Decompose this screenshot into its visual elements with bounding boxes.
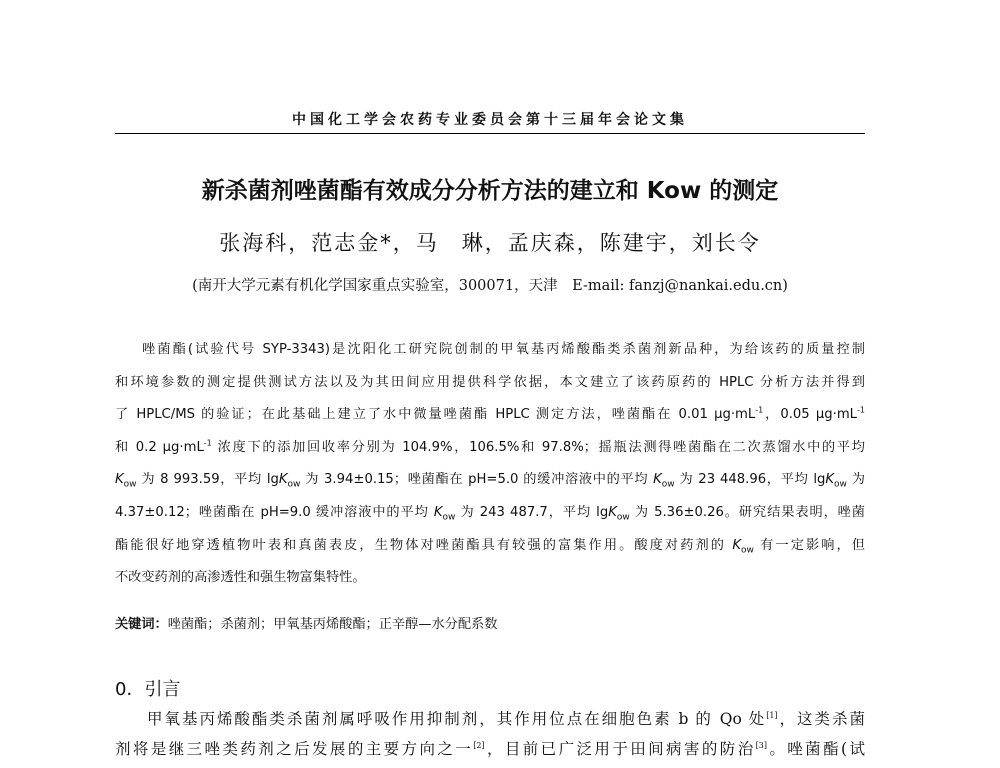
keywords-text: 唑菌酯；杀菌剂；甲氧基丙烯酸酯；正辛醇—水分配系数 xyxy=(167,617,498,632)
running-head: 中国化工学会农药专业委员会第十三届年会论文集 xyxy=(292,112,688,128)
abstract-line: 不改变药剂的高渗透性和强生物富集特性。 xyxy=(115,570,366,586)
citation: [1] xyxy=(766,710,778,720)
citation: [3] xyxy=(755,740,767,750)
abstract-line: 和 0.2 $\mu g\cdot mL^{-1}$ 浓度下的添加回收率分别为 104.9%，106.5%和 97.8%；摇瓶法测得唑菌酯在二次蒸馏水中的平均 xyxy=(115,438,865,455)
header-rule xyxy=(115,133,865,134)
section-heading: 0．引言 xyxy=(115,679,181,700)
author-list: 张海科，范志金*，马 琳，孟庆森，陈建宇，刘长令 xyxy=(219,231,761,255)
abstract-line: $K_{ow}$ 为 8 993.59，平均 lgK$_{ow}$ 为 3.94±0.15；唑菌酯在 pH=5.0 的缓冲溶液中的平均 $K_{ow}$ 为 23 448.96，平均 lgK$_{ow}$ 为 xyxy=(115,472,865,491)
abstract-line: 酯能很好地穿透植物叶表和真菌表皮，生物体对唑菌酯具有较强的富集作用。酸度对药剂的 $K_{ow}$ 有一定影响，但 xyxy=(115,537,865,556)
abstract-line: 4.37±0.12；唑菌酯在 pH=9.0 缓冲溶液中的平均 $K_{ow}$ 为 243 487.7，平均 lgK$_{ow}$ 为 5.36±0.26。研究结果表明，唑菌 xyxy=(115,504,865,523)
abstract-line: 唑菌酯(试验代号 SYP-3343)是沈阳化工研究院创制的甲氧基丙烯酸酯类杀菌剂新品种，为给该药的质量控制 xyxy=(142,342,865,357)
body-line: 剂将是继三唑类药剂之后发展的主要方向之一[2]，目前已广泛用于田间病害的防治[3]。唑菌酯(试 xyxy=(115,740,865,758)
body-line: 甲氧基丙烯酸酯类杀菌剂属呼吸作用抑制剂，其作用位点在细胞色素 b 的 Qo 处[1]，这类杀菌 xyxy=(147,710,865,728)
abstract-line: 和环境参数的测定提供测试方法以及为其田间应用提供科学依据，本文建立了该药原药的 HPLC 分析方法并得到 xyxy=(115,374,865,390)
abstract-line: 了 HPLC/MS 的验证；在此基础上建立了水中微量唑菌酯 HPLC 测定方法，唑菌酯在 0.01 $\mu g\cdot mL^{-1}$，0.05 $\mu g\cdot mL^{-1}$ xyxy=(115,405,865,423)
paper-title: 新杀菌剂唑菌酯有效成分分析方法的建立和 Kow 的测定 xyxy=(201,178,779,204)
citation: [2] xyxy=(473,740,485,750)
keywords-label: 关键词： xyxy=(115,617,168,632)
keywords xyxy=(115,613,865,632)
abstract xyxy=(115,341,865,602)
affiliation: (南开大学元素有机化学国家重点实验室，300071，天津 E-mail: fanzj@nankai.edu.cn) xyxy=(192,278,788,294)
body-paragraph xyxy=(115,708,865,768)
